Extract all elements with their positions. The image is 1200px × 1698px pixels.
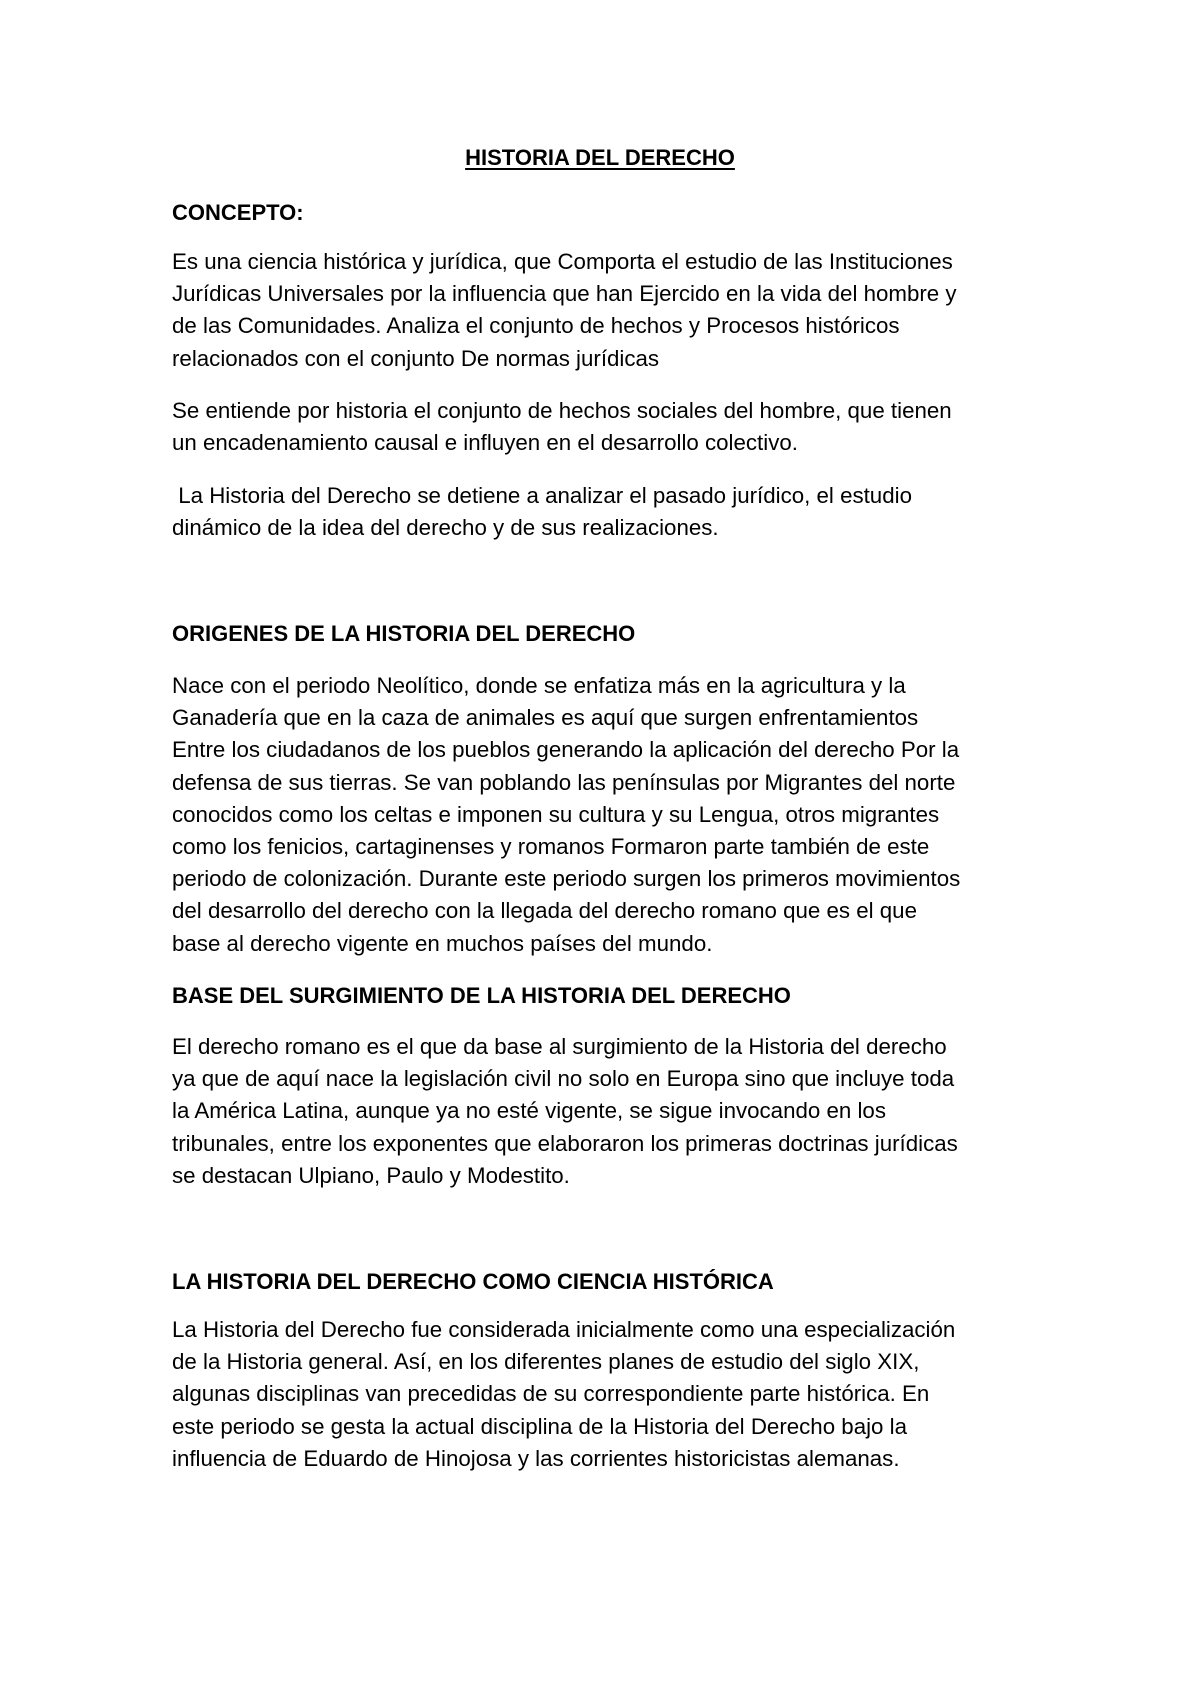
section-heading-ciencia-historica: LA HISTORIA DEL DERECHO COMO CIENCIA HISTÓRICA — [172, 1269, 774, 1294]
paragraph-origenes: Nace con el periodo Neolítico, donde se enfatiza más en la agricultura y la Ganadería que en la caza de animales es aquí que surgen enfrentamientos Entre los ciudadanos de los pueblos generando la aplicación del derecho Por la defensa de sus tierras. Se van poblando las penínsulas por Migrantes del norte conocidos como los celtas e imponen su cultura y su Lengua, otros migrantes como los fenicios, cartaginenses y romanos Formaron parte también de este periodo de colonización. Durante este periodo surgen los primeros movimientos del desarrollo del derecho con la llegada del derecho romano que es el que base al derecho vigente en muchos países del mundo. — [172, 673, 961, 956]
paragraph-ciencia-historica: La Historia del Derecho fue considerada inicialmente como una especialización de la Historia general. Así, en los diferentes planes de estudio del siglo XIX, algunas disciplinas van precedidas de su correspondiente parte histórica. En este periodo se gesta la actual disciplina de la Historia del Derecho bajo la influencia de Eduardo de Hinojosa y las corrientes historicistas alemanas. — [172, 1317, 956, 1471]
paragraph-base-surgimiento: El derecho romano es el que da base al surgimiento de la Historia del derecho ya que de aquí nace la legislación civil no solo en Europa sino que incluye toda la América Latina, aunque ya no esté vigente, se sigue invocando en los tribunales, entre los exponentes que elaboraron los primeras doctrinas jurídicas se destacan Ulpiano, Paulo y Modestito. — [172, 1034, 958, 1188]
document-title — [0, 144, 1200, 172]
section-heading-base-surgimiento: BASE DEL SURGIMIENTO DE LA HISTORIA DEL DERECHO — [172, 983, 791, 1008]
paragraph-concepto-pasado-juridico: La Historia del Derecho se detiene a analizar el pasado jurídico, el estudio dinámico de la idea del derecho y de sus realizaciones. — [172, 483, 912, 541]
document-title-text: HISTORIA DEL DERECHO — [465, 145, 735, 170]
section-heading-origenes: ORIGENES DE LA HISTORIA DEL DERECHO — [172, 621, 636, 646]
paragraph-concepto-definition: Es una ciencia histórica y jurídica, que Comporta el estudio de las Instituciones Jurídicas Universales por la influencia que han Ejercido en la vida del hombre y de las Comunidades. Analiza el conjunto de hechos y Procesos históricos relacionados con el conjunto De normas jurídicas — [172, 249, 957, 371]
paragraph-concepto-historia: Se entiende por historia el conjunto de hechos sociales del hombre, que tienen un encadenamiento causal e influyen en el desarrollo colectivo. — [172, 398, 952, 456]
section-heading-concepto: CONCEPTO: — [172, 200, 304, 225]
